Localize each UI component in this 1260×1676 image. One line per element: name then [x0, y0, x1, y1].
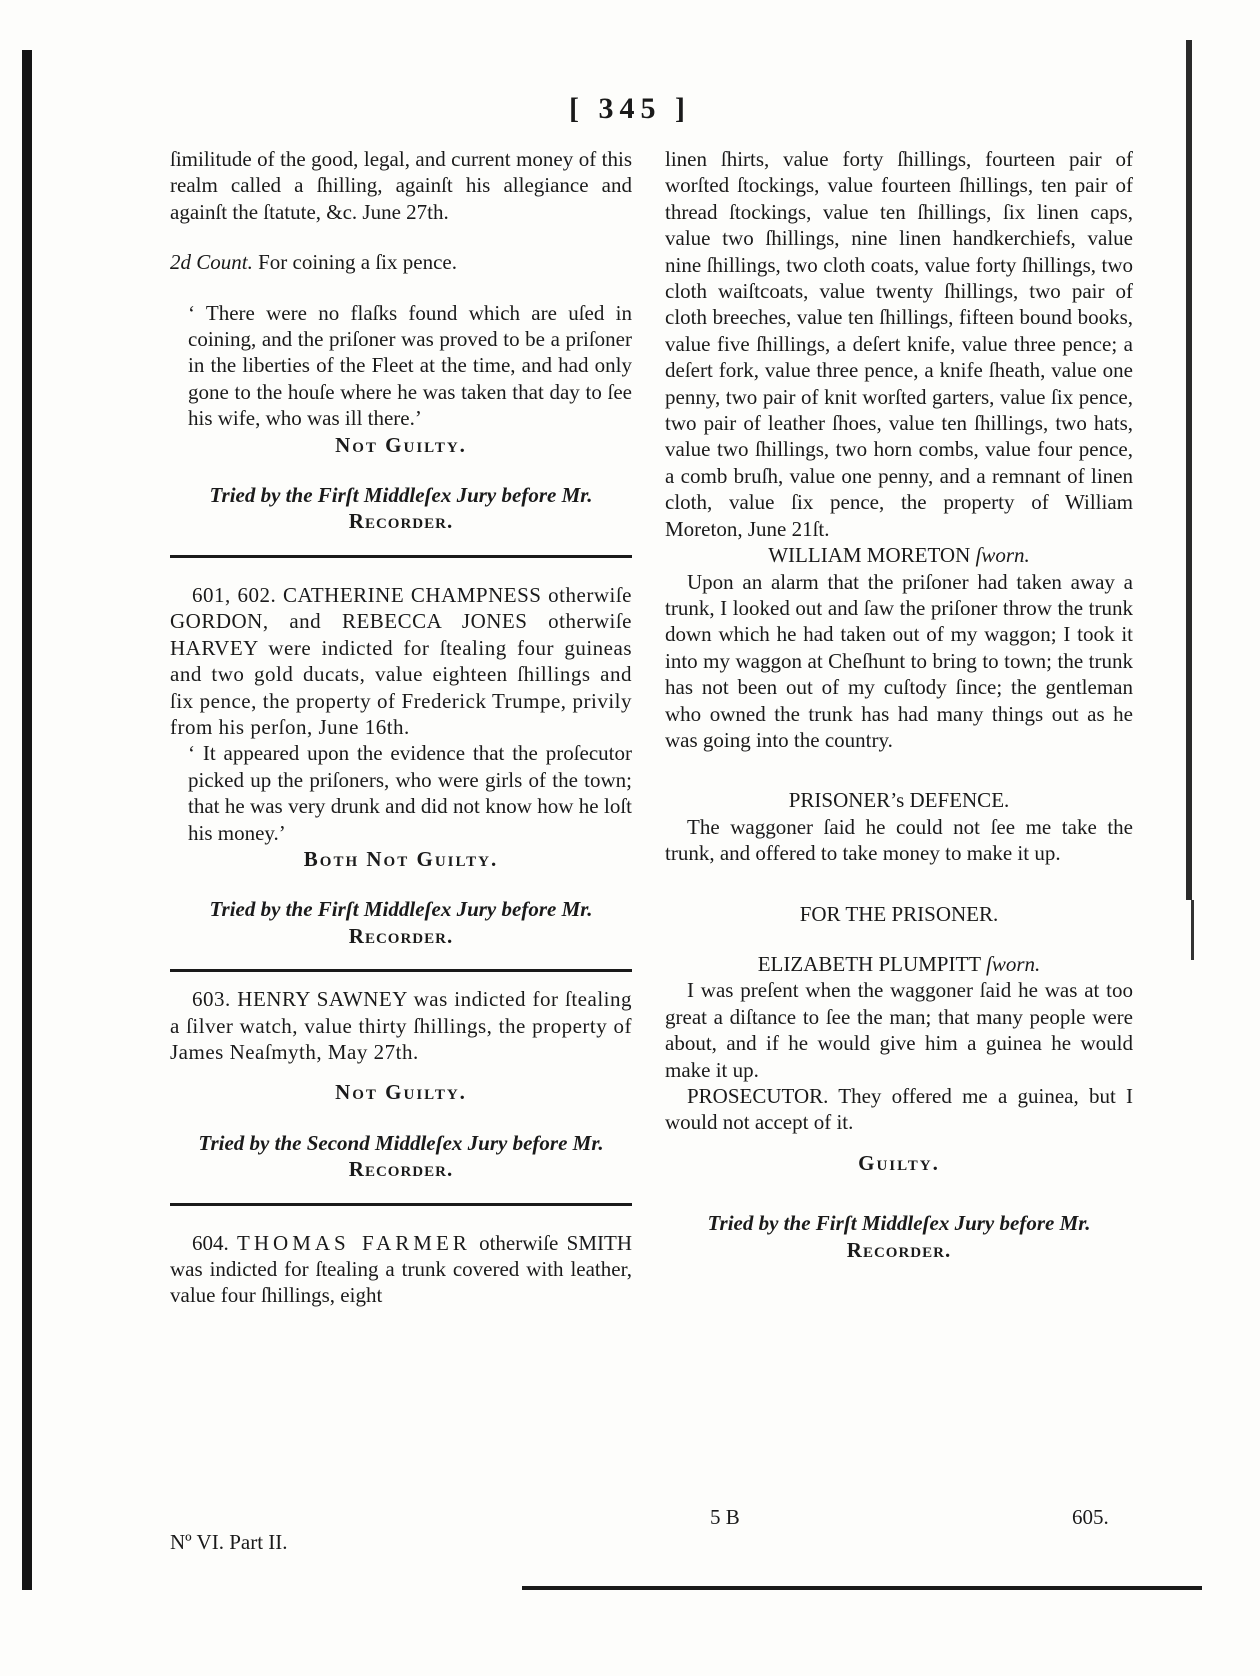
- witness-2-name: ELIZABETH PLUMPITT: [757, 951, 981, 976]
- defence-text: The waggoner ſaid he could not ſee me take the trunk, and offered to take money to make it up.: [665, 814, 1133, 866]
- witness-1-name: WILLIAM MORETON: [768, 543, 971, 568]
- page-edge-mark-right: [1191, 900, 1194, 960]
- recorder-1: Recorder.: [348, 509, 454, 534]
- witness-1-heading: [665, 542, 1133, 568]
- witness-2-heading: [665, 951, 1133, 977]
- count-paragraph: [170, 249, 632, 275]
- quote-1: ‘ There were no flaſks found which are uſed in coining, and the priſoner was proved to be a priſoner in the liberties of the Fleet at the time, and had only gone to the houſe where he was taken that day to ſee his wife, who was ill there.’: [188, 300, 632, 431]
- page-edge-shadow-right: [1186, 40, 1192, 900]
- signature-mark: 5 B: [710, 1505, 740, 1529]
- quote-2: ‘ It appeared upon the evidence that the proſecutor picked up the priſoners, who were girls of the town; that he was very drunk and did not know how he loſt his money.’: [188, 741, 632, 845]
- tried-by-right: Tried by the Firſt Middleſex Jury before Mr.: [707, 1211, 1091, 1236]
- case-604-name: THOMAS FARMER: [237, 1230, 471, 1255]
- witness-2-sworn: ſworn.: [986, 951, 1041, 976]
- case-601-602: 601, 602. CATHERINE CHAMPNESS otherwiſe GORDON, and REBECCA JONES otherwiſe HARVEY were indicted for ſtealing four guineas and two gold ducats, value eighteen ſhillings and ſix pence, the property of Frederick Trumpe, privily from his perſon, June 16th.: [170, 582, 632, 739]
- witness-1-sworn: ſworn.: [975, 543, 1030, 568]
- case-604: [170, 1230, 632, 1309]
- verdict-2: Both Not Guilty.: [303, 846, 499, 871]
- count-label: 2d Count.: [170, 250, 253, 275]
- page-edge-shadow-left: [22, 50, 32, 1590]
- right-paragraph-1: linen ſhirts, value forty ſhillings, fourteen pair of worſted ſtockings, value fourteen ſhillings, ten pair of thread ſtockings, value ten ſhillings, ſix linen caps, value two ſhillings, nine linen handkerchiefs, value nine ſhillings, two cloth coats, value forty ſhillings, two cloth waiſtcoats, value twenty ſhillings, two pair of cloth breeches, value ten ſhillings, fifteen bound books, value five ſhillings, a deſert knife, value three pence; a deſert fork, value three pence, a knife ſheath, value one penny, two pair of knit worſted garters, value ſix pence, two pair of leather ſhoes, value ten ſhillings, two hats, value two ſhillings, two horn combs, value four pence, a comb bruſh, value one penny, and a remnant of linen cloth, value ſix pence, the property of William Moreton, June 21ſt.: [665, 147, 1133, 541]
- witness-1-testimony: Upon an alarm that the priſoner had taken away a trunk, I looked out and ſaw the priſoner throw the trunk down which he had taken out of my waggon; I took it into my waggon at Cheſhunt to bring to town; the trunk has not been out of my cuſtody ſince; the gentleman who owned the trunk has had many things out as he was going into the country.: [665, 569, 1133, 752]
- verdict-right: Guilty.: [858, 1150, 940, 1175]
- verdict-1: Not Guilty.: [335, 432, 467, 457]
- defence-heading: PRISONER’s DEFENCE.: [788, 788, 1010, 813]
- right-column: [665, 146, 1133, 1263]
- witness-2-testimony: I was preſent when the waggoner ſaid he was at too great a diſtance to ſee the man; that many people were about, and if he would give him a guinea he would make it up.: [665, 978, 1133, 1082]
- case-604-number: 604.: [192, 1230, 229, 1255]
- bottom-rule: [522, 1586, 1202, 1590]
- recorder-right: Recorder.: [846, 1237, 952, 1262]
- page-number: [ 345 ]: [569, 92, 691, 125]
- verdict-3: Not Guilty.: [335, 1080, 467, 1105]
- tried-by-2: Tried by the Firſt Middleſex Jury before Mr.: [209, 897, 593, 922]
- case-604-text: otherwiſe SMITH was indicted for ſtealing a trunk covered with leather, value four ſhillings, eight: [170, 1230, 632, 1308]
- recorder-2: Recorder.: [348, 923, 454, 948]
- case-603: 603. HENRY SAWNEY was indicted for ſtealing a ſilver watch, value thirty ſhillings, the property of James Neaſmyth, May 27th.: [170, 987, 632, 1064]
- tried-by-1: Tried by the Firſt Middleſex Jury before Mr.: [209, 483, 593, 508]
- tried-by-3: Tried by the Second Middleſex Jury before Mr.: [198, 1130, 604, 1155]
- left-column: [170, 146, 632, 1309]
- prosecutor-reply: PROSECUTOR. They offered me a guinea, but I would not accept of it.: [665, 1084, 1133, 1135]
- catchword: 605.: [1072, 1505, 1109, 1529]
- recorder-3: Recorder.: [348, 1157, 454, 1182]
- left-paragraph-1: ſimilitude of the good, legal, and current money of this realm called a ſhilling, againſt his allegiance and againſt the ſtatute, &c. June 27th.: [170, 147, 632, 224]
- for-prisoner-heading: FOR THE PRISONER.: [799, 901, 999, 926]
- footer-part-number: Nº VI. Part II.: [170, 1530, 288, 1554]
- count-text: For coining a ſix pence.: [258, 250, 457, 275]
